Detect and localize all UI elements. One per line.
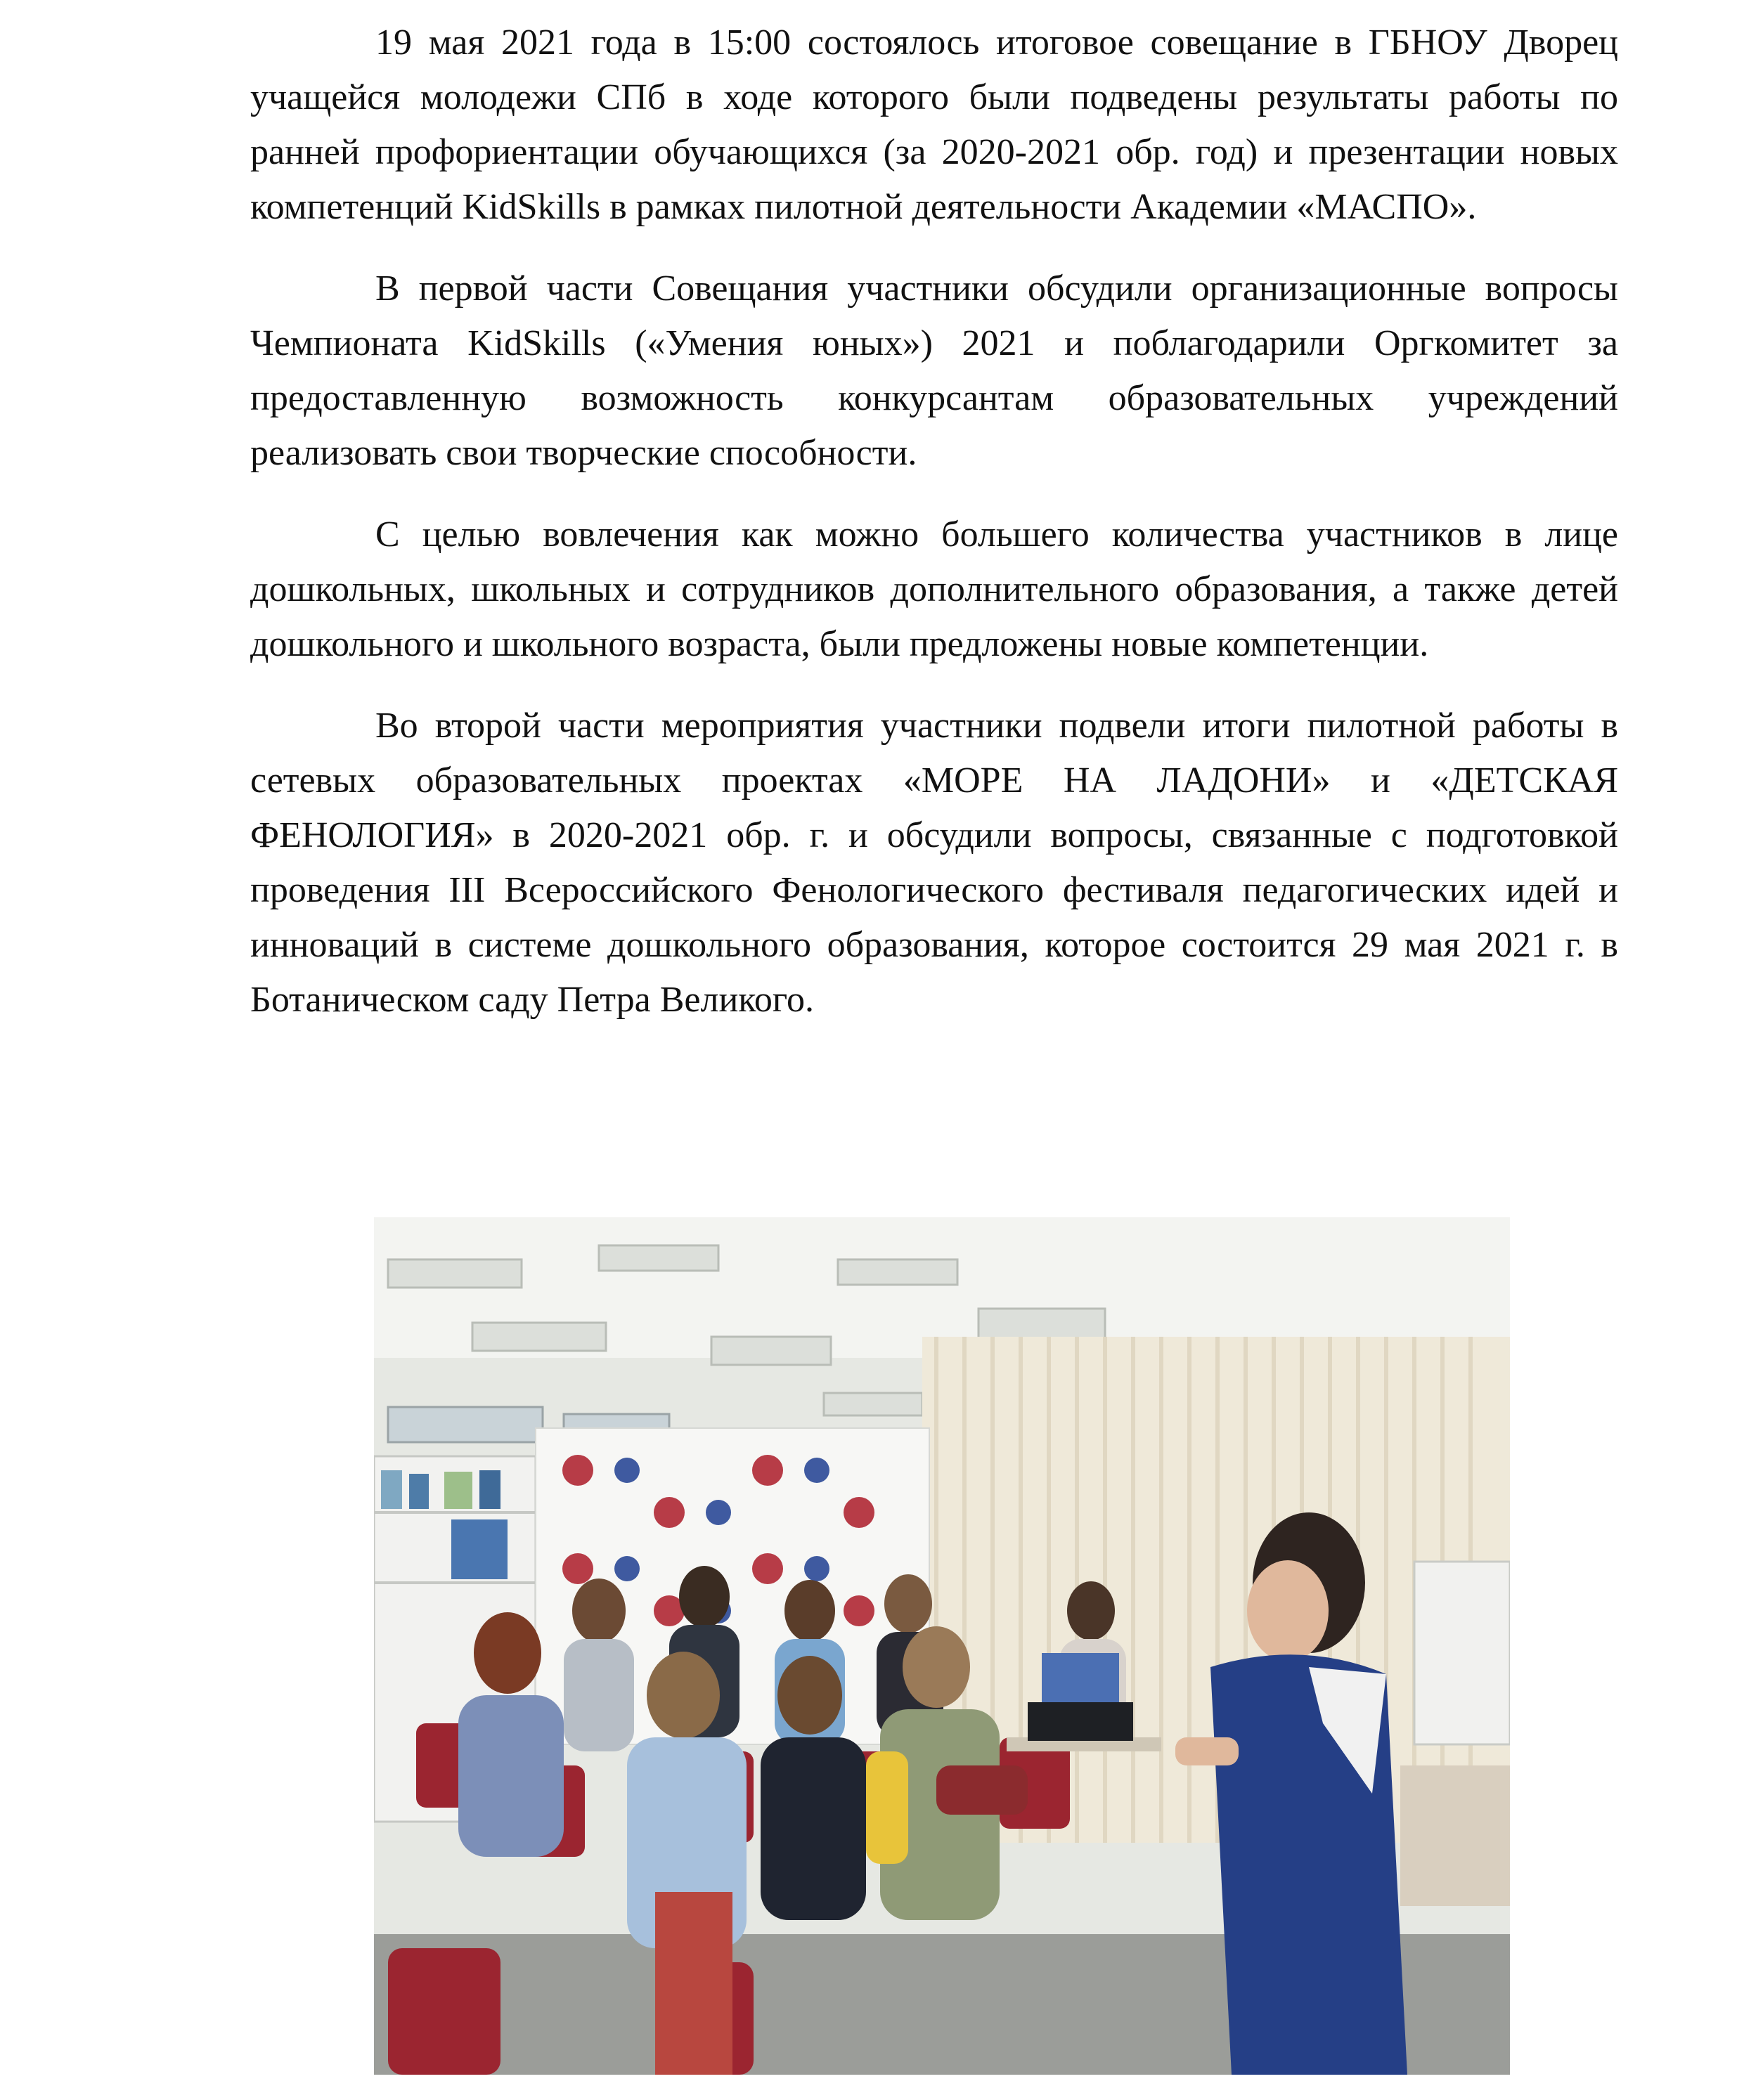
paragraph-2: В первой части Совещания участники обсудили организационные вопросы Чемпионата KidSkills («Умения юных») 2021 и поблагодарили Оргкомитет за предоставленную возможность конкурсантам образовательных учреждений реализовать свои творческие способности. [250,268,1618,473]
paragraph-3: С целью вовлечения как можно большего количества участников в лице дошкольных, школьных и сотрудников дополнительного образования, а также детей дошкольного и школьного возраста, были предложены новые компетенции. [250,514,1618,664]
meeting-photo-illustration [374,1217,1510,2075]
meeting-photo [374,1217,1510,2075]
paragraph-4: Во второй части мероприятия участники подвели итоги пилотной работы в сетевых образовательных проектах «МОРЕ НА ЛАДОНИ» и «ДЕТСКАЯ ФЕНОЛОГИЯ» в 2020-2021 обр. г. и обсудили вопросы, связанные с подготовкой проведения III Всероссийского Фенологического фестиваля педагогических идей и инноваций в системе дошкольного образования, которое состоится 29 мая 2021 г. в Ботаническом саду Петра Великого. [250,706,1618,1020]
article-text [250,15,1618,1054]
paragraph-1: 19 мая 2021 года в 15:00 состоялось итоговое совещание в ГБНОУ Дворец учащейся молодежи СПб в ходе которого были подведены результаты работы по ранней профориентации обучающихся (за 2020-2021 обр. год) и презентации новых компетенций KidSkills в рамках пилотной деятельности Академии «МАСПО». [250,22,1618,227]
